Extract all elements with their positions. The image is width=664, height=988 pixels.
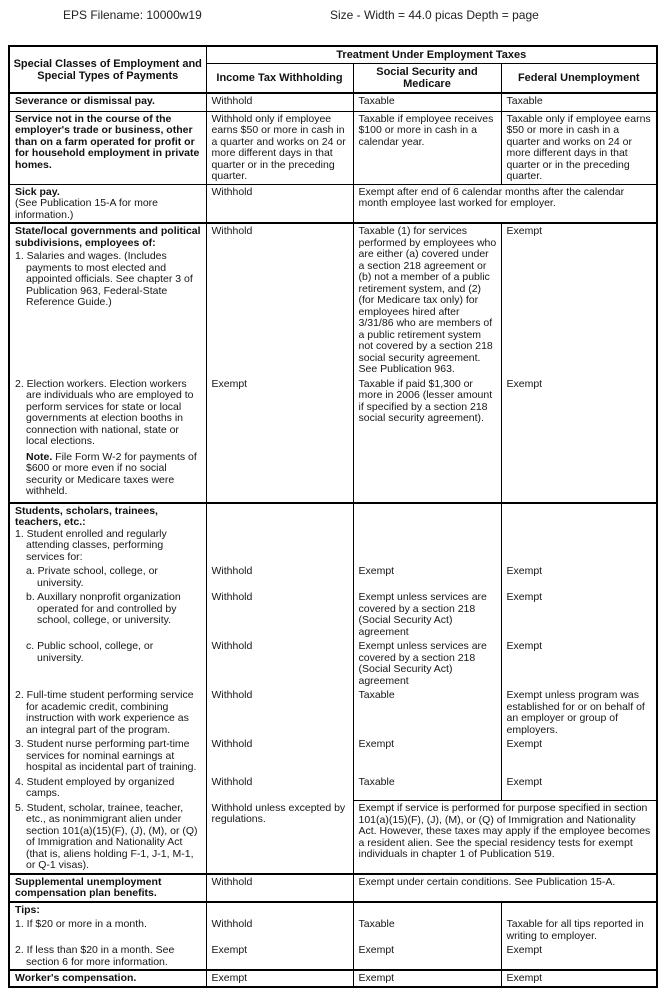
cell-students-4-ssm: Taxable: [353, 775, 501, 801]
col-header-treatment: Treatment Under Employment Taxes: [206, 46, 657, 64]
cell-severance-itw: Withhold: [206, 93, 353, 111]
state-local-heading: State/local governments and political subdivisions, employees of:: [15, 225, 201, 249]
cell-students-1b-label: [9, 590, 206, 639]
sick-pay-note: (See Publication 15-A for more information.): [15, 197, 158, 221]
table-header-row-1: [9, 46, 657, 64]
cell-students-5-itw: Withhold unless excepted by regulations.: [206, 801, 353, 874]
col-header-social-security-medicare: Social Security and Medicare: [353, 64, 501, 94]
cell-statelocal-item1-futa: Exempt: [501, 223, 657, 377]
cell-students-3-ssm: Exempt: [353, 737, 501, 775]
cell-tips-2-ssm: Exempt: [353, 943, 501, 970]
row-students-5: [9, 801, 657, 874]
cell-statelocal-item2-ssm: Taxable if paid $1,300 or more in 2006 (lesser amount if specified by a section 218 social security agreement).: [353, 377, 501, 503]
cell-tips-heading: Tips:: [9, 902, 206, 918]
cell-students-1a-ssm: Exempt: [353, 564, 501, 590]
cell-sick-label: [9, 184, 206, 223]
students-item1b-label: b. Auxillary nonprofit organization operated for and controlled by school, college, or university.: [26, 591, 181, 626]
row-workers-compensation: [9, 970, 657, 987]
cell-service-label: Service not in the course of the employer's trade or business, other than on a farm operated for profit or for household employment in private homes.: [9, 111, 206, 184]
cell-students-2-futa: Exempt unless program was established for or on behalf of an employer or group of employers.: [501, 688, 657, 737]
note-text: File Form W-2 for payments of $600 or more even if no social security or Medicare taxes were withheld.: [26, 450, 197, 497]
row-service-not-in-course: [9, 111, 657, 184]
row-supplemental: [9, 874, 657, 902]
cell-sick-merged: Exempt after end of 6 calendar months after the calendar month employee last worked for employer.: [353, 184, 657, 223]
students-item1c-label: c. Public school, college, or university.: [26, 640, 154, 664]
cell-students-5-label: [9, 801, 206, 874]
cell-statelocal-heading-item1: [9, 223, 206, 377]
col-header-special-classes: Special Classes of Employment and Special Types of Payments: [9, 46, 206, 93]
cell-students-2-ssm: Taxable: [353, 688, 501, 737]
cell-workerscomp-label: Worker's compensation.: [9, 970, 206, 987]
state-local-item1-label: 1. Salaries and wages. (Includes payments to most elected and appointed officials. See chapter 3 of Publication 963, Federal-State Reference Guide.): [15, 250, 193, 308]
row-state-local-item1: [9, 223, 657, 377]
row-sick-pay: [9, 184, 657, 223]
col-header-federal-unemployment: Federal Unemployment: [501, 64, 657, 94]
row-students-4: [9, 775, 657, 801]
row-students-2: [9, 688, 657, 737]
students-heading: Students, scholars, trainees, teachers, etc.:: [15, 504, 158, 528]
cell-statelocal-item1-itw: Withhold: [206, 223, 353, 377]
students-item5-label: 5. Student, scholar, trainee, teacher, etc., as nonimmigrant alien under section 101(a)(15)(F), (J), (M), or (Q) of Immigration and Nationality Act (that is, aliens holding F-1, J-1, M-1, or Q-1 visas).: [15, 801, 198, 871]
cell-students-1a-futa: Exempt: [501, 564, 657, 590]
cell-students-4-itw: Withhold: [206, 775, 353, 801]
row-tips-1: [9, 917, 657, 943]
cell-statelocal-item2-label: [9, 377, 206, 503]
cell-tips-2-itw: Exempt: [206, 943, 353, 970]
cell-students-heading-itw: [206, 503, 353, 565]
state-local-item2-note: [26, 452, 202, 498]
students-item2-label: 2. Full-time student performing service for academic credit, combining instruction with work experience as an integral part of the program.: [15, 689, 194, 736]
employment-tax-table: [8, 45, 658, 988]
cell-students-heading: [9, 503, 206, 565]
cell-service-ssm: Taxable if employee receives $100 or more in cash in a calendar year.: [353, 111, 501, 184]
row-severance: [9, 93, 657, 111]
sick-pay-title: Sick pay.: [15, 185, 60, 198]
row-state-local-item2: [9, 377, 657, 503]
cell-students-1b-itw: Withhold: [206, 590, 353, 639]
row-tips-heading: [9, 902, 657, 918]
cell-students-3-label: [9, 737, 206, 775]
students-item1a-label: a. Private school, college, or university.: [26, 565, 158, 589]
cell-severance-label: Severance or dismissal pay.: [9, 93, 206, 111]
cell-severance-ssm: Taxable: [353, 93, 501, 111]
cell-tips-heading-futa: [501, 902, 657, 918]
cell-students-1b-ssm: Exempt unless services are covered by a section 218 (Social Security Act) agreement: [353, 590, 501, 639]
cell-students-1a-itw: Withhold: [206, 564, 353, 590]
cell-tips-1-label: [9, 917, 206, 943]
cell-service-itw: Withhold only if employee earns $50 or more in cash in a quarter and works on 24 or more different days in that quarter or in the preceding quarter.: [206, 111, 353, 184]
row-students-1a: [9, 564, 657, 590]
row-students-3: [9, 737, 657, 775]
cell-students-1a-label: [9, 564, 206, 590]
cell-students-3-futa: Exempt: [501, 737, 657, 775]
row-tips-2: [9, 943, 657, 970]
page-header: [0, 0, 664, 45]
row-students-heading: [9, 503, 657, 565]
cell-students-4-label: [9, 775, 206, 801]
cell-statelocal-item2-itw: Exempt: [206, 377, 353, 503]
cell-tips-2-futa: Exempt: [501, 943, 657, 970]
cell-service-futa: Taxable only if employee earns $50 or more in cash in a quarter and works on 24 or more different days in that quarter or in the preceding quarter.: [501, 111, 657, 184]
cell-supplemental-merged: Exempt under certain conditions. See Publication 15-A.: [353, 874, 657, 902]
cell-tips-1-itw: Withhold: [206, 917, 353, 943]
students-item1-label: 1. Student enrolled and regularly attending classes, performing services for:: [15, 527, 167, 563]
cell-tips-1-futa: Taxable for all tips reported in writing to employer.: [501, 917, 657, 943]
cell-supplemental-itw: Withhold: [206, 874, 353, 902]
cell-statelocal-item2-futa: Exempt: [501, 377, 657, 503]
cell-workerscomp-ssm: Exempt: [353, 970, 501, 987]
cell-students-1c-label: [9, 639, 206, 688]
cell-tips-heading-itw: [206, 902, 353, 918]
cell-tips-heading-ssm: [353, 902, 501, 918]
students-item4-label: 4. Student employed by organized camps.: [15, 775, 175, 799]
cell-students-3-itw: Withhold: [206, 737, 353, 775]
row-students-1b: [9, 590, 657, 639]
cell-students-2-itw: Withhold: [206, 688, 353, 737]
cell-tips-1-ssm: Taxable: [353, 917, 501, 943]
note-keyword: Note.: [26, 450, 53, 463]
cell-students-1c-futa: Exempt: [501, 639, 657, 688]
state-local-item2-label: 2. Election workers. Election workers are individuals who are employed to perform services for state or local governments at election booths in connection with national, state or local elections.: [15, 377, 194, 447]
cell-students-4-futa: Exempt: [501, 775, 657, 801]
cell-students-1c-itw: Withhold: [206, 639, 353, 688]
cell-students-5-merged: Exempt if service is performed for purpose specified in section 101(a)(15)(F), (J), (M), or (Q) of Immigration and Nationality Act. However, these taxes may apply if the employee becomes a resident alien. See the special residency tests for exempt individuals in chapter 1 of Publication 519.: [353, 801, 657, 874]
cell-workerscomp-itw: Exempt: [206, 970, 353, 987]
students-item3-label: 3. Student nurse performing part-time services for nominal earnings at hospital as incidental part of training.: [15, 738, 197, 773]
cell-tips-2-label: [9, 943, 206, 970]
eps-filename-label: EPS Filename: 10000w19: [63, 8, 202, 22]
tips-item2-label: 2. If less than $20 in a month. See section 6 for more information.: [15, 944, 175, 968]
cell-sick-itw: Withhold: [206, 184, 353, 223]
cell-students-1c-ssm: Exempt unless services are covered by a section 218 (Social Security Act) agreement: [353, 639, 501, 688]
tips-item1-label: 1. If $20 or more in a month.: [15, 918, 147, 930]
row-students-1c: [9, 639, 657, 688]
cell-workerscomp-futa: Exempt: [501, 970, 657, 987]
cell-statelocal-item1-ssm: Taxable (1) for services performed by employees who are either (a) covered under a section 218 agreement or (b) not a member of a public retirement system, and (2) (for Medicare tax only) for employees hired after 3/31/86 who are members of a public retirement system not covered by a section 218 social security agreement. See Publication 963.: [353, 223, 501, 377]
cell-students-heading-futa: [501, 503, 657, 565]
col-header-income-tax-withholding: Income Tax Withholding: [206, 64, 353, 94]
cell-severance-futa: Taxable: [501, 93, 657, 111]
cell-students-1b-futa: Exempt: [501, 590, 657, 639]
cell-students-heading-ssm: [353, 503, 501, 565]
size-label: Size - Width = 44.0 picas Depth = page: [330, 8, 539, 22]
cell-supplemental-label: Supplemental unemployment compensation plan benefits.: [9, 874, 206, 902]
cell-students-2-label: [9, 688, 206, 737]
